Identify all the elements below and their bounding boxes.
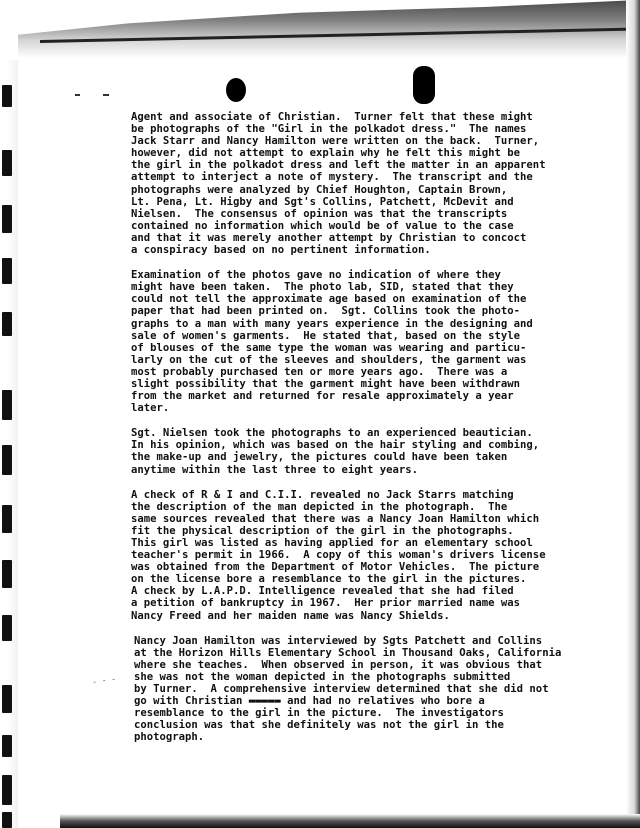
punch-hole [413, 66, 435, 104]
edge-mark [2, 775, 12, 805]
edge-mark [2, 445, 12, 475]
edge-mark [2, 735, 12, 757]
paragraph-4: A check of R & I and C.I.I. revealed no Jack Starrs matching the description of the man depicted in the photograph. The same sources revealed that there was a Nancy Joan Hamilton which fit the physical description of the girl in the photographs. This girl was listed as having applied for an elementary school teacher's permit in 1966. A copy of this woman's drivers license was obtained from the Department of Motor Vehicles. The picture on the license bore a resemblance to the girl in the pictures. A check by L.A.P.D. Intelligence revealed that she had filed a petition of bankruptcy in 1967. Her prior married name was Nancy Freed and her maiden name was Nancy Shields. [131, 488, 546, 622]
edge-mark [2, 685, 12, 713]
edge-mark [2, 505, 12, 533]
punch-hole [226, 78, 246, 102]
edge-mark [2, 560, 12, 588]
margin-scribble: - - - [91, 674, 117, 687]
margin-dash [75, 94, 80, 96]
edge-mark [2, 205, 12, 233]
edge-mark [2, 615, 12, 641]
edge-mark [2, 312, 12, 336]
edge-mark [2, 812, 12, 828]
edge-mark [2, 258, 12, 284]
photocopy-bottom-shadow [60, 814, 640, 828]
paragraph-3: Sgt. Nielsen took the photographs to an experienced beautician. In his opinion, which was based on the hair styling and combing, the make-up and jewelry, the pictures could have been taken anytime within the last three to eight years. [131, 427, 540, 476]
edge-mark [2, 390, 12, 420]
photocopy-right-edge [626, 0, 640, 828]
edge-mark [2, 150, 12, 176]
margin-dash [103, 94, 109, 96]
paragraph-2: Examination of the photos gave no indication of where they might have been taken. The photo lab, SID, stated that they could not tell the approximate age based on examination of the paper that had been printed on. Sgt. Collins took the photo- graphs to a man with many years experience in the designing and sale of women's garments. He stated that, based on the style of blouses of the same type the woman was wearing and particu- larly on the cut of the sleeves and shoulders, the garment was most probably purchased ten or more years ago. There was a slight possibility that the garment might have been withdrawn from the market and returned for resale approximately a year later. [131, 269, 533, 415]
edge-mark [2, 85, 12, 107]
document-body [131, 111, 601, 757]
paragraph-1: Agent and associate of Christian. Turner felt that these might be photographs of the "Girl in the polkadot dress." The names Jack Starr and Nancy Hamilton were written on the back. Turner, however, did not attempt to explain why he felt this might be the girl in the polkadot dress and left the matter in an apparent attempt to interject a note of mystery. The transcript and the photographs were analyzed by Chief Houghton, Captain Brown, Lt. Pena, Lt. Higby and Sgt's Collins, Patchett, McDevit and Nielsen. The consensus of opinion was that the transcripts contained no information which would be of value to the case and that it was merely another attempt by Christian to concoct a conspiracy based on no pertinent information. [131, 111, 546, 257]
paragraph-5: Nancy Joan Hamilton was interviewed by Sgts Patchett and Collins at the Horizon Hills Elementary School in Thousand Oaks, California where she teaches. When observed in person, it was obvious that she was not the woman depicted in the photographs submitted by Turner. A comprehensive interview determined that she did not go with Christian ▬▬▬▬▬ and had no relatives who bore a resemblance to the girl in the picture. The investigators conclusion was that she definitely was not the girl in the photograph. [134, 634, 562, 744]
